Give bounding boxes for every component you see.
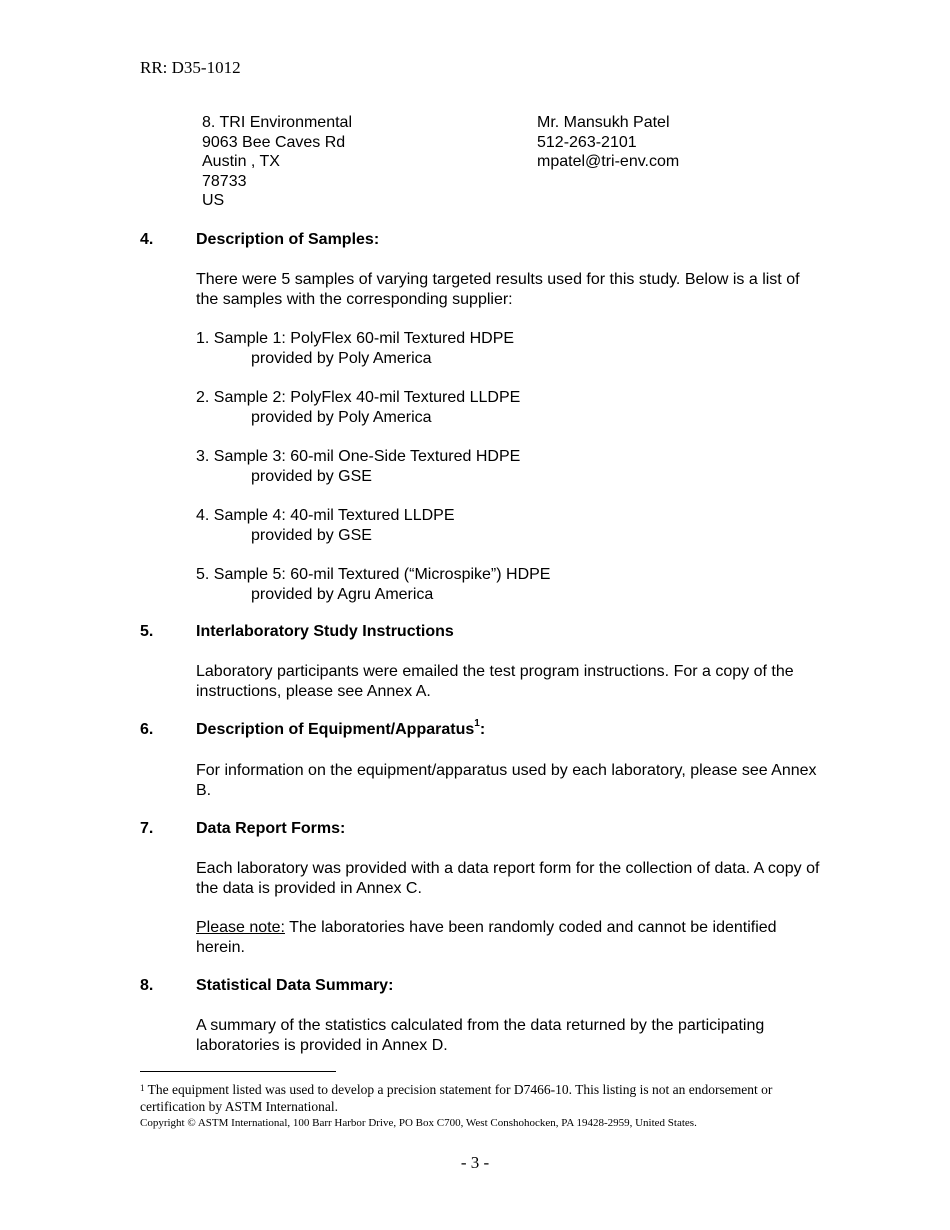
section-5-number: 5. [140, 623, 154, 640]
sample-name: 2. Sample 2: PolyFlex 40-mil Textured LLDPE [196, 389, 521, 406]
note-label: Please note: [196, 919, 285, 936]
sample-item-1 [196, 329, 514, 368]
section-7-note [196, 918, 821, 957]
section-4-title: Description of Samples: [196, 231, 380, 248]
sample-name: 1. Sample 1: PolyFlex 60-mil Textured HDPE [196, 330, 515, 347]
section-6-title-colon: : [479, 721, 486, 738]
section-8-title: Statistical Data Summary: [196, 977, 394, 994]
sample-item-5 [196, 565, 550, 604]
footnote-ref: 1 [474, 718, 480, 729]
sample-name: 4. Sample 4: 40-mil Textured LLDPE [196, 507, 455, 524]
sample-provider: provided by Poly America [251, 349, 432, 367]
section-6-title [196, 718, 486, 739]
copyright-notice: Copyright © ASTM International, 100 Barr Harbor Drive, PO Box C700, West Conshohocken, PA 19428-2959, United States. [140, 1117, 697, 1129]
section-4-number: 4. [140, 231, 154, 248]
contact-name: Mr. Mansukh Patel [537, 114, 670, 131]
section-6-number: 6. [140, 721, 154, 738]
sample-provider: provided by Agru America [251, 585, 434, 603]
section-7-title: Data Report Forms: [196, 820, 346, 837]
footnote [140, 1081, 800, 1115]
sample-item-2 [196, 388, 520, 427]
lab-country: US [202, 192, 225, 209]
lab-city: Austin , TX [202, 153, 280, 170]
sample-provider: provided by Poly America [251, 408, 432, 426]
lab-name: 8. TRI Environmental [202, 114, 352, 131]
sample-provider: provided by GSE [251, 526, 372, 544]
lab-address [202, 113, 352, 211]
section-8-body: A summary of the statistics calculated from the data returned by the participating laboratories is provided in Annex D. [196, 1017, 765, 1054]
lab-contact [537, 113, 679, 172]
contact-email: mpatel@tri-env.com [537, 153, 680, 170]
section-6-body: For information on the equipment/apparatus used by each laboratory, please see Annex B. [196, 762, 817, 799]
sample-item-3 [196, 447, 520, 486]
footnote-text: The equipment listed was used to develop a precision statement for D7466-10. This listing is not an endorsement or certification by ASTM International. [140, 1082, 773, 1114]
document-reference: RR: D35-1012 [140, 58, 241, 77]
lab-street: 9063 Bee Caves Rd [202, 133, 346, 151]
lab-zip: 78733 [202, 172, 247, 190]
footnote-divider [140, 1071, 336, 1072]
section-6-title-text: Description of Equipment/Apparatus [196, 721, 475, 738]
section-7-body: Each laboratory was provided with a data report form for the collection of data. A copy of the data is provided in Annex C. [196, 860, 820, 897]
note-text: The laboratories have been randomly coded and cannot be identified herein. [196, 919, 777, 956]
sample-provider: provided by GSE [251, 467, 372, 485]
contact-phone: 512-263-2101 [537, 133, 637, 151]
footnote-mark: 1 [140, 1083, 145, 1093]
section-5-title: Interlaboratory Study Instructions [196, 623, 454, 640]
section-5-body: Laboratory participants were emailed the test program instructions. For a copy of the instructions, please see Annex A. [196, 663, 794, 700]
section-4-intro: There were 5 samples of varying targeted results used for this study. Below is a list of the samples with the corresponding supplier: [196, 271, 800, 308]
section-7-number: 7. [140, 820, 154, 837]
sample-item-4 [196, 506, 455, 545]
sample-name: 3. Sample 3: 60-mil One-Side Textured HDPE [196, 448, 521, 465]
page-number: - 3 - [460, 1153, 490, 1172]
section-8-number: 8. [140, 977, 154, 994]
sample-name: 5. Sample 5: 60-mil Textured (“Microspike”) HDPE [196, 566, 551, 583]
